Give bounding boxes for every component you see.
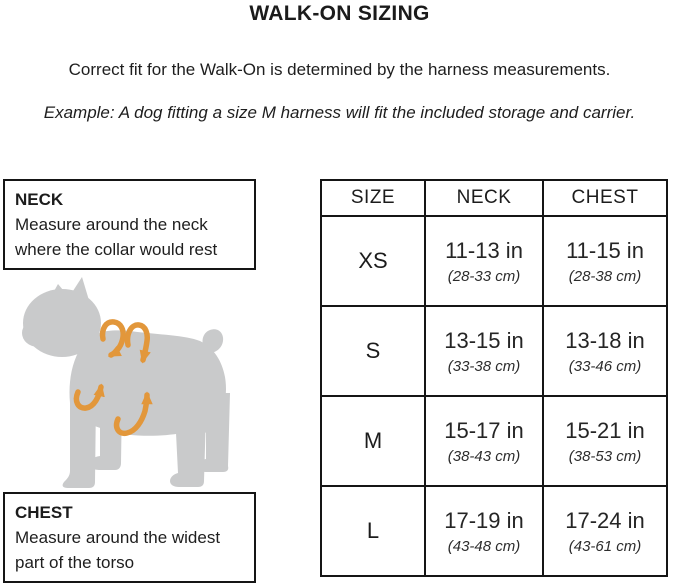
size-cell xyxy=(321,396,425,486)
sizing-table xyxy=(320,179,668,577)
neck-cell xyxy=(425,306,543,396)
chest-cell xyxy=(543,216,667,306)
chest-inches: 11-15 in xyxy=(566,237,644,263)
neck-inches: 13-15 in xyxy=(444,327,524,353)
chest-cm: (33-46 cm) xyxy=(568,357,642,375)
chest-note-box xyxy=(3,492,256,583)
neck-cm: (38-43 cm) xyxy=(447,447,521,465)
chest-inches: 13-18 in xyxy=(565,327,645,353)
neck-cell xyxy=(425,486,543,576)
chest-cm: (28-38 cm) xyxy=(568,267,642,285)
size-label: XS xyxy=(358,248,388,273)
neck-cm: (43-48 cm) xyxy=(447,537,521,555)
neck-inches: 15-17 in xyxy=(444,417,524,443)
neck-note-heading: NECK xyxy=(15,190,64,209)
size-cell xyxy=(321,306,425,396)
chest-cm: (43-61 cm) xyxy=(568,537,642,555)
chest-cell xyxy=(543,306,667,396)
intro-text: Correct fit for the Walk-On is determined by the harness measurements. xyxy=(68,60,611,79)
neck-cm: (33-38 cm) xyxy=(447,357,521,375)
table-row-l xyxy=(321,486,667,576)
table-header-row xyxy=(321,180,667,216)
neck-cell xyxy=(425,396,543,486)
neck-note-body: Measure around the neck where the collar would rest xyxy=(15,215,218,259)
page-title: WALK-ON SIZING xyxy=(249,2,430,25)
neck-inches: 17-19 in xyxy=(444,507,524,533)
size-cell xyxy=(321,216,425,306)
table-row-xs xyxy=(321,216,667,306)
chest-note-body: Measure around the widest part of the torso xyxy=(15,528,221,572)
size-label: L xyxy=(366,518,380,543)
neck-inches: 11-13 in xyxy=(445,237,523,263)
chest-cm: (38-53 cm) xyxy=(568,447,642,465)
size-label: S xyxy=(365,338,381,363)
col-header-size: SIZE xyxy=(321,180,425,216)
chest-inches: 15-21 in xyxy=(565,417,645,443)
neck-cell xyxy=(425,216,543,306)
table-row-m xyxy=(321,396,667,486)
chest-inches: 17-24 in xyxy=(565,507,645,533)
size-cell xyxy=(321,486,425,576)
neck-cm: (28-33 cm) xyxy=(447,267,521,285)
chest-cell xyxy=(543,396,667,486)
neck-note-box xyxy=(3,179,256,270)
chest-cell xyxy=(543,486,667,576)
dog-measurement-diagram xyxy=(10,273,250,491)
chest-note-heading: CHEST xyxy=(15,503,73,522)
example-text: Example: A dog fitting a size M harness will fit the included storage and carrier. xyxy=(43,103,636,122)
col-header-chest: CHEST xyxy=(543,180,667,216)
dog-silhouette-icon xyxy=(22,277,230,488)
col-header-neck: NECK xyxy=(425,180,543,216)
size-label: M xyxy=(363,428,383,453)
dog-diagram-svg xyxy=(10,273,250,491)
table-row-s xyxy=(321,306,667,396)
